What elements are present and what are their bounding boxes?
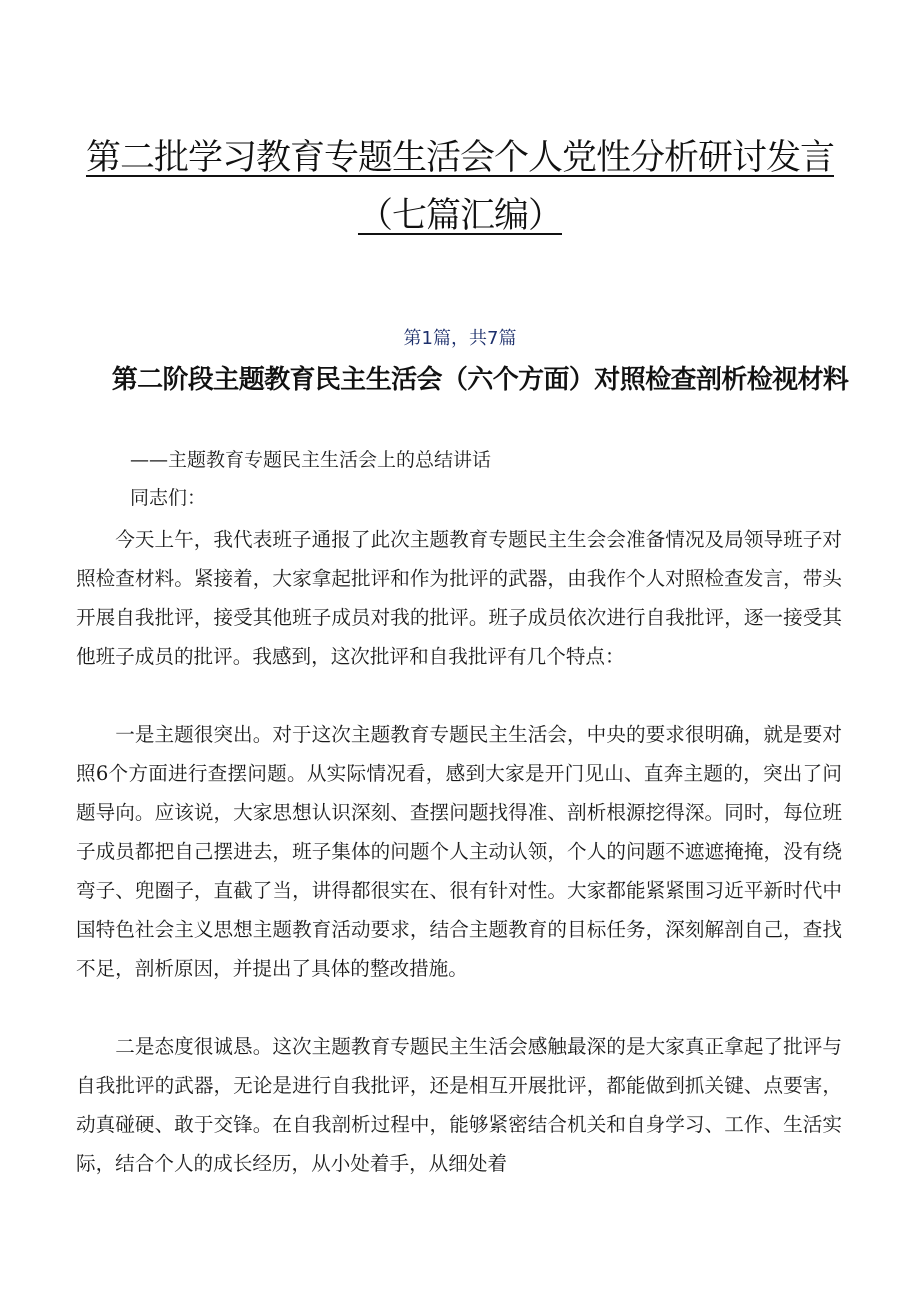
body-paragraph: 今天上午，我代表班子通报了此次主题教育专题民主生会会准备情况及局领导班子对照检查材料。紧接着，大家拿起批评和作为批评的武器，由我作个人对照检查发言，带头开展自我批评，接受其他班子成员对我的批评。班子成员依次进行自我批评，逐一接受其他班子成员的批评。我感到，这次批评和自我批评有几个特点： — [76, 528, 842, 668]
body-paragraph: 二是态度很诚恳。这次主题教育专题民主生活会感触最深的是大家真正拿起了批评与自我批评的武器，无论是进行自我批评，还是相互开展批评，都能做到抓关键、点要害，动真碰硬、敢于交锋。在自我剖析过程中，能够紧密结合机关和自身学习、工作、生活实际，结合个人的成长经历，从小处着手，从细处着 — [76, 1035, 842, 1175]
document-title-line2: （七篇汇编） — [357, 196, 562, 236]
document-title-line1: 第二批学习教育专题生活会个人党性分析研讨发言 — [85, 138, 834, 178]
document-title-continued — [0, 194, 920, 238]
article-title: 第二阶段主题教育民主生活会（六个方面）对照检查剖析检视材料 — [111, 365, 849, 395]
salutation: 同志们： — [130, 487, 207, 509]
part-label: 第1篇，共7篇 — [403, 328, 517, 349]
document-title — [0, 136, 920, 180]
article-subtitle: ——主题教育专题民主生活会上的总结讲话 — [130, 449, 492, 471]
body-paragraph: 一是主题很突出。对于这次主题教育专题民主生活会，中央的要求很明确，就是要对照6个方面进行查摆问题。从实际情况看，感到大家是开门见山、直奔主题的，突出了问题导向。应该说，大家思想认识深刻、查摆问题找得准、剖析根源挖得深。同时，每位班子成员都把自己摆进去，班子集体的问题个人主动认领，个人的问题不遮遮掩掩，没有绕弯子、兜圈子，直截了当，讲得都很实在、很有针对性。大家都能紧紧围习近平新时代中国特色社会主义思想主题教育活动要求，结合主题教育的目标任务，深刻解剖自己，查找不足，剖析原因，并提出了具体的整改措施。 — [76, 723, 842, 980]
